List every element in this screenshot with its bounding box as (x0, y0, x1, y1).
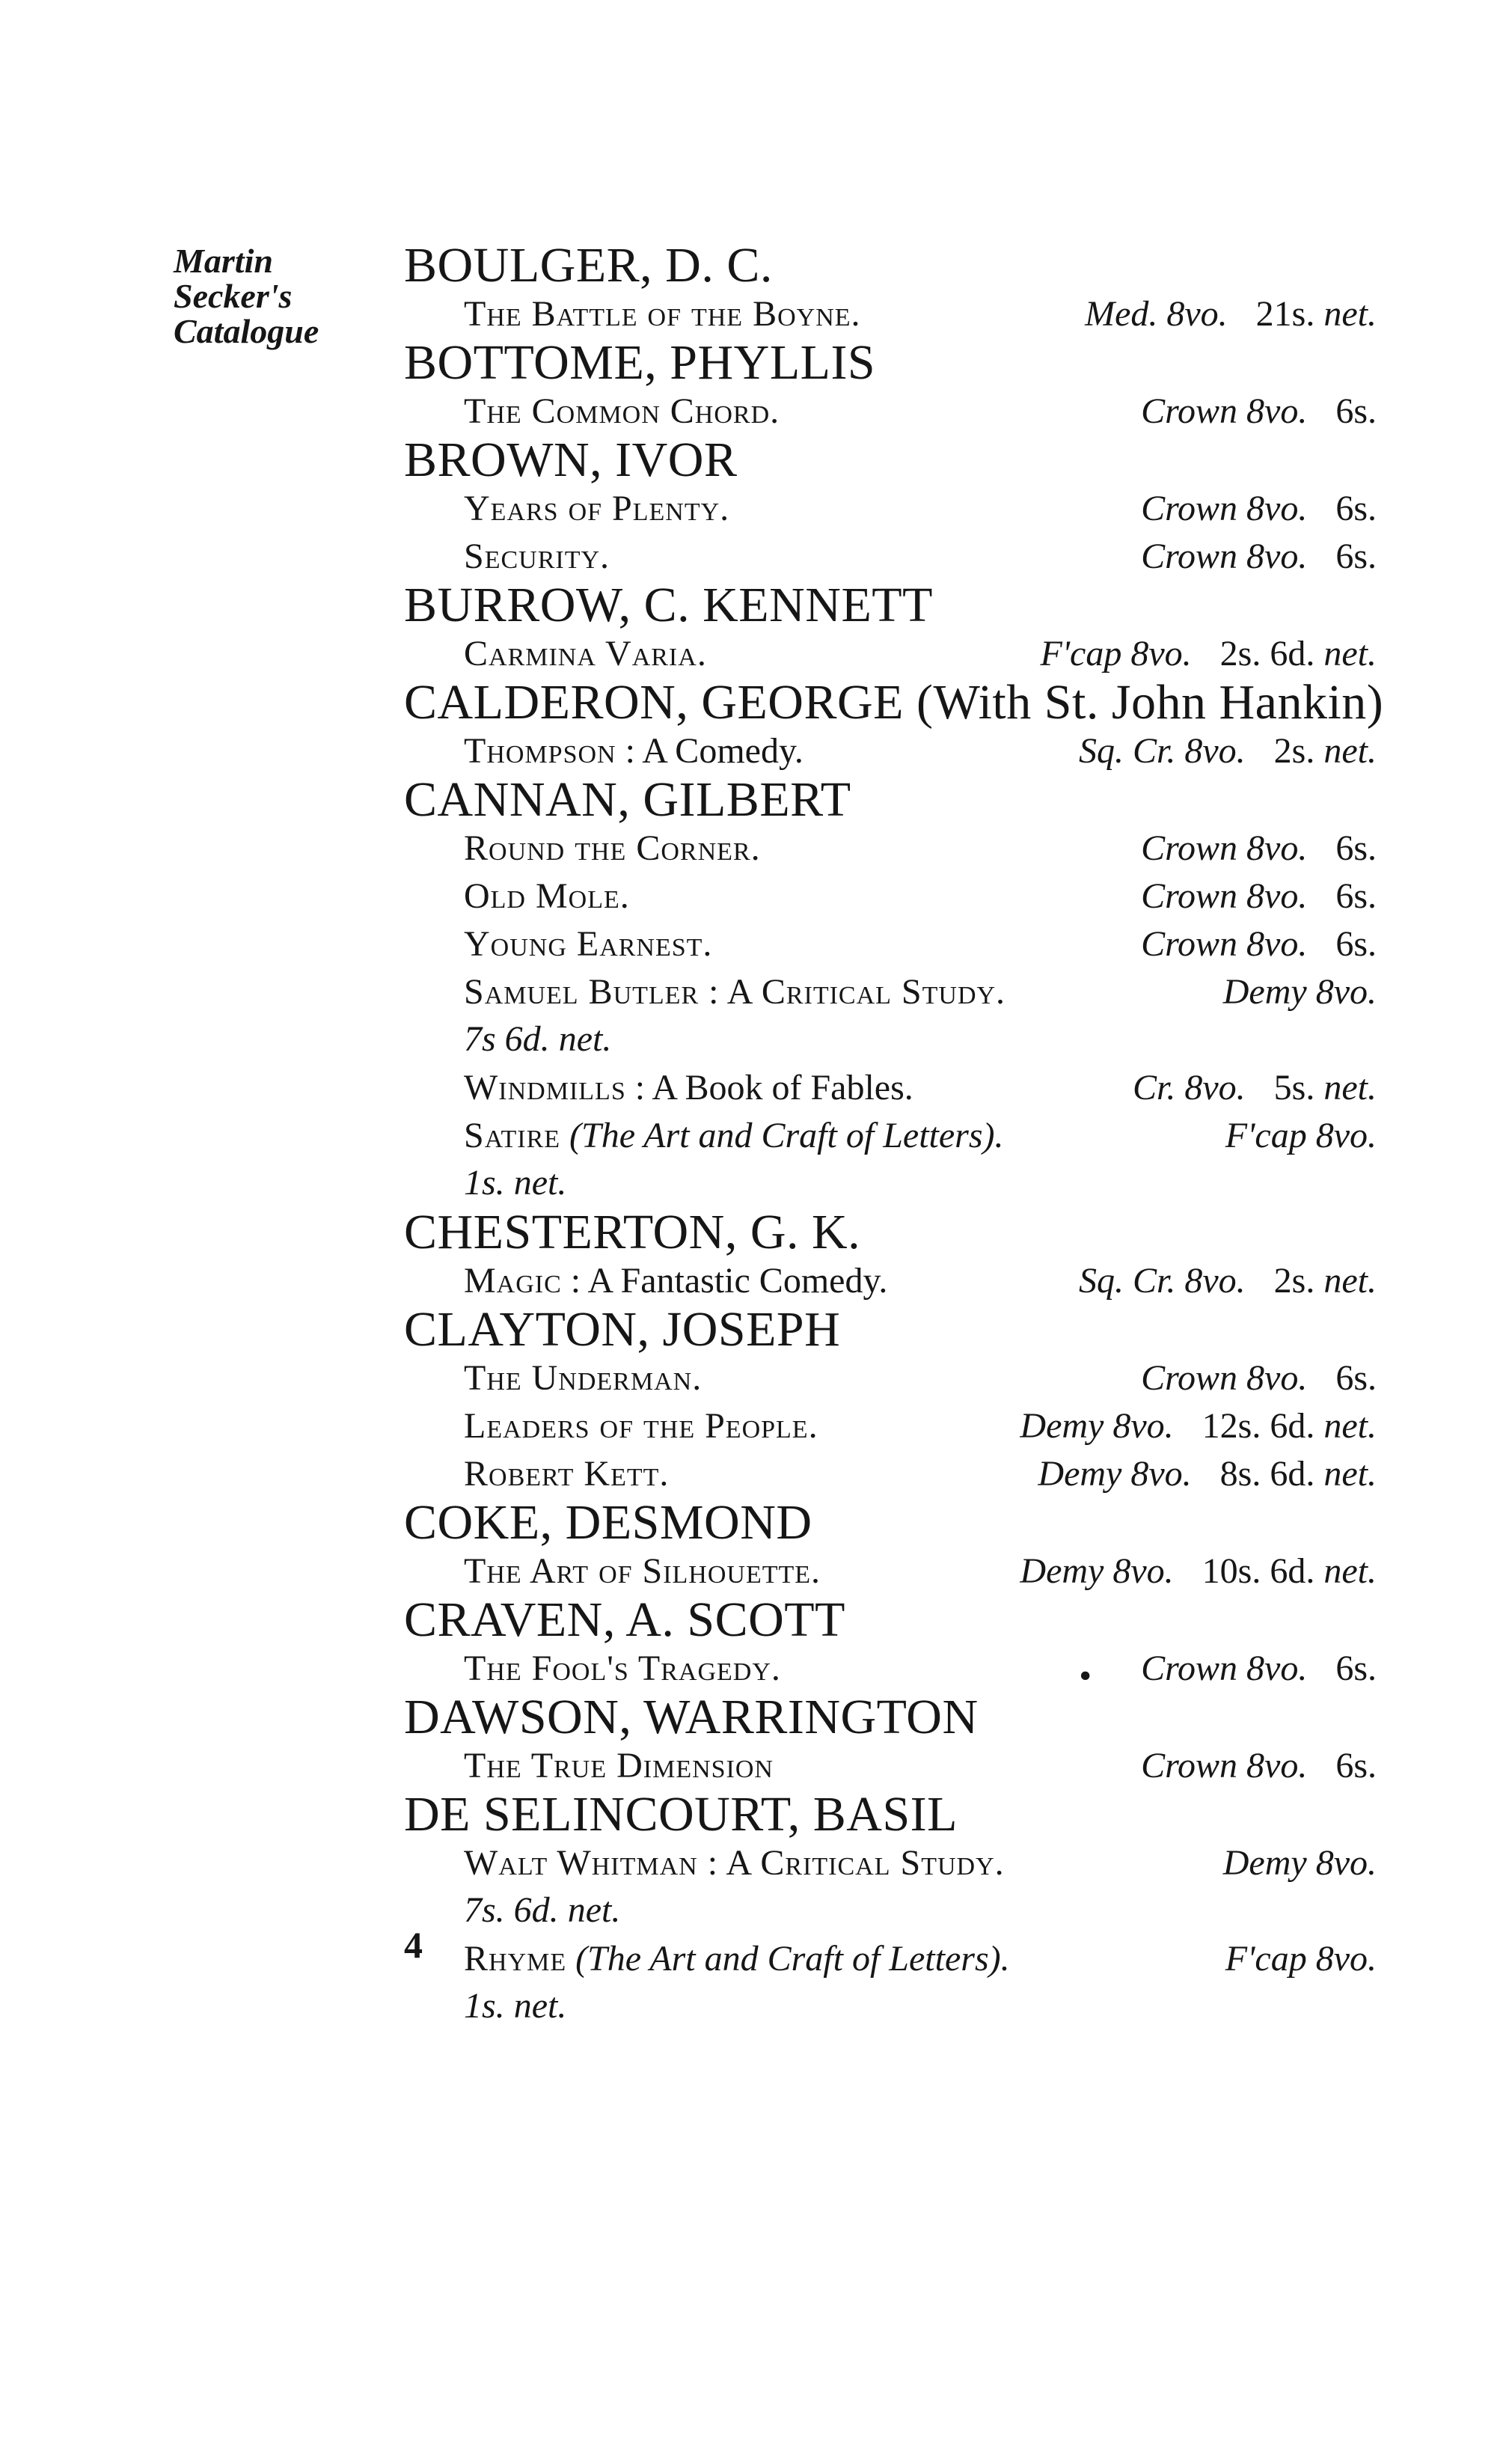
author-name: DAWSON, WARRINGTON (404, 1690, 979, 1744)
book-row (404, 533, 1377, 581)
running-head-line: Martin (174, 242, 273, 280)
catalogue-entry (404, 1205, 1377, 1305)
book-format: Crown 8vo. (1141, 1746, 1308, 1785)
book-title (464, 533, 610, 581)
book-row (404, 1257, 1377, 1305)
book-series: (The Art and Craft of Letters). (566, 1939, 1010, 1979)
book-row (404, 1548, 1377, 1595)
book-row (404, 825, 1377, 873)
book-row (404, 1742, 1377, 1790)
book-format: Crown 8vo. (1141, 828, 1308, 868)
book-row (404, 1935, 1377, 1983)
net-label: net. (1323, 1454, 1377, 1494)
catalogue-entry (404, 1690, 1377, 1790)
book-title-text: The Battle of the Boyne. (464, 294, 861, 334)
running-head-line: Catalogue (174, 312, 319, 350)
book-format: Crown 8vo. (1141, 924, 1308, 964)
printer-mark: • (1079, 1656, 1092, 1696)
book-row (404, 968, 1377, 1016)
book-title (464, 1548, 821, 1595)
book-subtitle: : A Comedy. (616, 731, 804, 771)
book-title (464, 1257, 887, 1305)
book-price: 6s. (1335, 1358, 1377, 1398)
book-title (464, 1450, 669, 1498)
book-price: 6s. (1335, 489, 1377, 528)
book-format: F'cap 8vo. (1225, 1116, 1377, 1155)
author-name: CHESTERTON, G. K. (404, 1205, 861, 1259)
book-price-line (404, 1160, 1377, 1208)
book-title-text: Satire (464, 1116, 561, 1155)
author-name: BROWN, IVOR (404, 433, 738, 487)
space (1314, 1450, 1323, 1498)
book-title-text: Security. (464, 537, 610, 576)
book-title-text: Rhyme (464, 1939, 567, 1979)
book-price-line (404, 1887, 1377, 1935)
book-price: 6s. (1335, 391, 1377, 431)
book-format: Demy 8vo. (1020, 1406, 1174, 1446)
space (1314, 1548, 1323, 1595)
book-row (404, 1839, 1377, 1887)
book-series: (The Art and Craft of Letters). (560, 1116, 1004, 1155)
net-label: net. (1323, 1551, 1377, 1591)
book-title (464, 485, 729, 533)
book-format: F'cap 8vo. (1040, 634, 1192, 673)
book-format: Demy 8vo. (1020, 1551, 1174, 1591)
book-title (464, 290, 861, 338)
space (1314, 1402, 1323, 1450)
book-title-text: The Common Chord. (464, 391, 780, 431)
space (505, 1986, 514, 2026)
author-name: COKE, DESMOND (404, 1495, 812, 1550)
author-name: DE SELINCOURT, BASIL (404, 1787, 958, 1842)
author-name: BOULGER, D. C. (404, 238, 773, 293)
book-price: 2s. (1273, 1261, 1315, 1301)
book-price-line (404, 1016, 1377, 1064)
book-format: F'cap 8vo. (1225, 1939, 1377, 1979)
catalogue-entry (404, 433, 1377, 581)
book-title (464, 388, 780, 436)
book-price-line (404, 1983, 1377, 2031)
catalogue-entry (404, 1302, 1377, 1498)
book-title-text: Years of Plenty. (464, 489, 730, 528)
book-format: Demy 8vo. (1038, 1454, 1192, 1494)
catalogue-list (404, 238, 1384, 2031)
book-row (404, 873, 1377, 920)
author-name: CRAVEN, A. SCOTT (404, 1592, 845, 1647)
book-title (464, 1112, 1004, 1160)
book-price: 21s. (1255, 294, 1315, 334)
book-price: 7s 6d. (464, 1019, 550, 1059)
book-price: 6s. (1335, 828, 1377, 868)
book-row (404, 920, 1377, 968)
author-name: CALDERON, GEORGE (With St. John Hankin) (404, 675, 1384, 730)
space (1314, 727, 1323, 775)
book-row (404, 290, 1377, 338)
book-format: Demy 8vo. (1222, 1843, 1377, 1883)
space (1314, 1257, 1323, 1305)
book-row (404, 1064, 1377, 1112)
book-title-text: Robert Kett. (464, 1454, 670, 1494)
book-price: 6s. (1335, 1649, 1377, 1688)
book-format: Crown 8vo. (1141, 391, 1308, 431)
book-title-text: Old Mole. (464, 876, 630, 916)
book-title-text: Thompson (464, 731, 616, 771)
catalogue-entry (404, 1495, 1377, 1595)
book-title (464, 1645, 781, 1693)
book-row (404, 1645, 1377, 1696)
catalogue-entry (404, 675, 1384, 775)
book-title (464, 630, 707, 678)
book-title (464, 968, 1006, 1016)
book-row (404, 727, 1377, 775)
book-title (464, 873, 630, 920)
book-title-text: Walt Whitman : A Critical Study. (464, 1843, 1005, 1883)
book-format: Crown 8vo. (1141, 489, 1308, 528)
book-format: Crown 8vo. (1141, 1649, 1308, 1688)
book-price: 1s. (464, 1163, 505, 1203)
net-label: net. (1323, 294, 1377, 334)
space (505, 1163, 514, 1203)
book-title-text: Windmills (464, 1068, 626, 1108)
book-title (464, 1839, 1005, 1887)
net-label: net. (1323, 634, 1377, 673)
book-format: Demy 8vo. (1222, 972, 1377, 1012)
book-price: 1s. (464, 1986, 505, 2026)
author-name: CLAYTON, JOSEPH (404, 1302, 841, 1357)
book-format: Crown 8vo. (1141, 537, 1308, 576)
catalogue-entry (404, 1592, 1377, 1696)
book-title-text: The Underman. (464, 1358, 703, 1398)
net-label: net. (513, 1163, 567, 1203)
book-format: Crown 8vo. (1141, 876, 1308, 916)
net-label: net. (1323, 1406, 1377, 1446)
catalogue-entry (404, 335, 1377, 436)
book-price: 6s. (1335, 876, 1377, 916)
book-row (404, 1112, 1377, 1160)
net-label: net. (558, 1019, 612, 1059)
book-title-text: Magic (464, 1261, 562, 1301)
book-subtitle: : A Fantastic Comedy. (561, 1261, 888, 1301)
book-title (464, 825, 761, 873)
book-price: 6s. (1335, 1746, 1377, 1785)
book-title-text: Samuel Butler : A Critical Study. (464, 972, 1006, 1012)
book-title (464, 727, 804, 775)
net-label: net. (1323, 1068, 1377, 1108)
book-price: 2s. 6d. (1219, 634, 1315, 673)
book-format: Med. 8vo. (1085, 294, 1228, 334)
book-price: 10s. 6d. (1202, 1551, 1315, 1591)
book-price: 8s. 6d. (1219, 1454, 1315, 1494)
book-format: Sq. Cr. 8vo. (1078, 1261, 1246, 1301)
book-title (464, 920, 712, 968)
running-head (174, 243, 338, 349)
net-label: net. (1323, 1261, 1377, 1301)
book-title-text: The True Dimension (464, 1746, 774, 1785)
book-title-text: Leaders of the People. (464, 1406, 818, 1446)
book-title (464, 1742, 774, 1790)
book-price: 12s. 6d. (1202, 1406, 1315, 1446)
author-name: CANNAN, GILBERT (404, 772, 851, 827)
author-name: BURROW, C. KENNETT (404, 578, 933, 632)
book-price: 6s. (1335, 924, 1377, 964)
catalogue-entry (404, 772, 1377, 1208)
catalogue-entry (404, 578, 1377, 678)
author-name: BOTTOME, PHYLLIS (404, 335, 876, 390)
net-label: net. (513, 1986, 567, 2026)
space (1314, 290, 1323, 338)
book-title (464, 1402, 818, 1450)
space (550, 1019, 559, 1059)
book-price: 6s. (1335, 537, 1377, 576)
book-title (464, 1935, 1010, 1983)
book-subtitle: : A Book of Fables. (625, 1068, 913, 1108)
book-price: 7s. 6d. (464, 1890, 559, 1930)
book-title-text: Round the Corner. (464, 828, 761, 868)
book-row (404, 630, 1377, 678)
book-format: Cr. 8vo. (1132, 1068, 1246, 1108)
book-title-text: The Fool's Tragedy. (464, 1649, 781, 1688)
net-label: net. (1323, 731, 1377, 771)
book-title-text: The Art of Silhouette. (464, 1551, 821, 1591)
book-row (404, 485, 1377, 533)
book-row (404, 1354, 1377, 1402)
book-title-text: Young Earnest. (464, 924, 713, 964)
book-row (404, 1450, 1377, 1498)
catalogue-entry (404, 1787, 1377, 2031)
space (559, 1890, 568, 1930)
book-title (464, 1354, 702, 1402)
space (1314, 630, 1323, 678)
book-format: Crown 8vo. (1141, 1358, 1308, 1398)
page-number: 4 (404, 1924, 423, 1966)
space (1314, 1064, 1323, 1112)
book-title (464, 1064, 913, 1112)
book-format: Sq. Cr. 8vo. (1078, 731, 1246, 771)
catalogue-entry (404, 238, 1377, 338)
running-head-line: Secker's (174, 277, 293, 315)
book-row (404, 1402, 1377, 1450)
net-label: net. (567, 1890, 621, 1930)
book-title-text: Carmina Varia. (464, 634, 707, 673)
book-price: 2s. (1273, 731, 1315, 771)
book-row (404, 388, 1377, 436)
book-price: 5s. (1273, 1068, 1315, 1108)
